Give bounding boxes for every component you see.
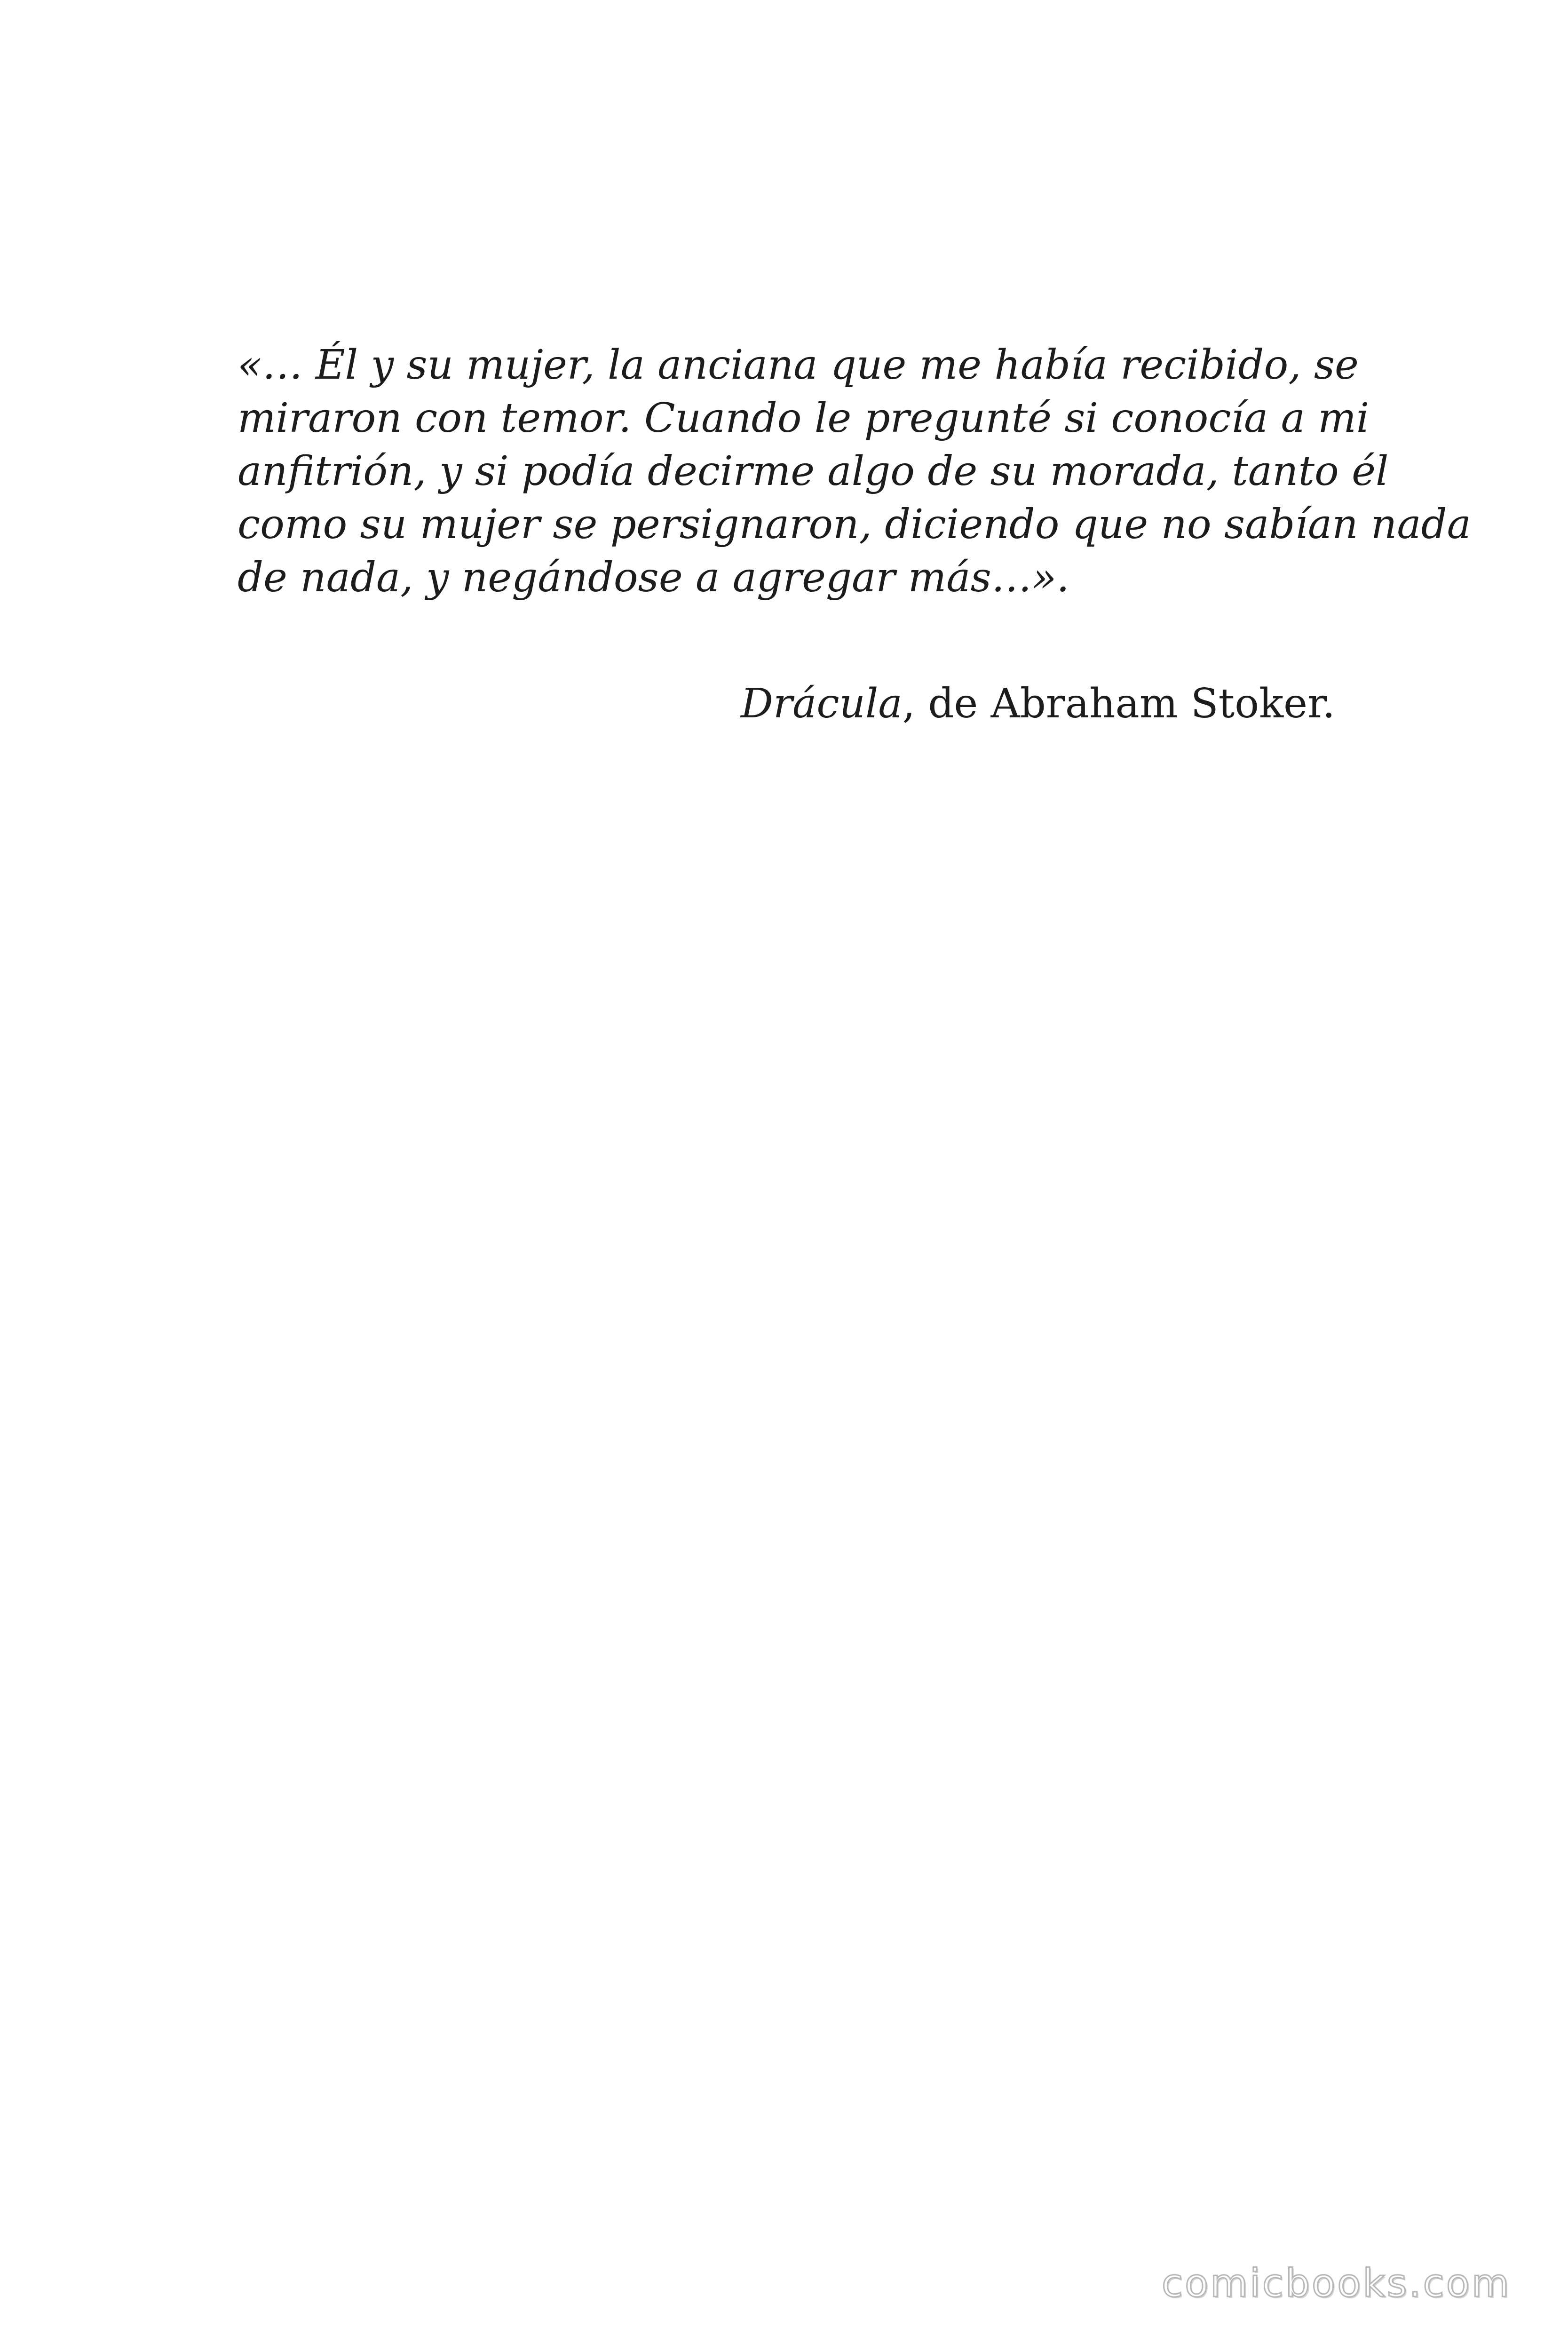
book-title: Drácula [741,680,903,727]
epigraph-line: como su mujer se persignaron, diciendo que no sabían nada [238,501,1471,548]
epigraph-attribution [741,677,1335,731]
epigraph-line: «… Él y su mujer, la anciana que me había recibido, se [238,342,1359,389]
watermark: comicbooks.com [1162,2261,1511,2306]
author-credit: , de Abraham Stoker. [902,680,1335,727]
epigraph-line: miraron con temor. Cuando le pregunté si conocía a mi [238,395,1370,442]
epigraph-quote [238,339,1471,604]
epigraph-line: de nada, y negándose a agregar más…». [238,554,1069,601]
epigraph-line: anfitrión, y si podía decirme algo de su morada, tanto él [238,448,1389,495]
